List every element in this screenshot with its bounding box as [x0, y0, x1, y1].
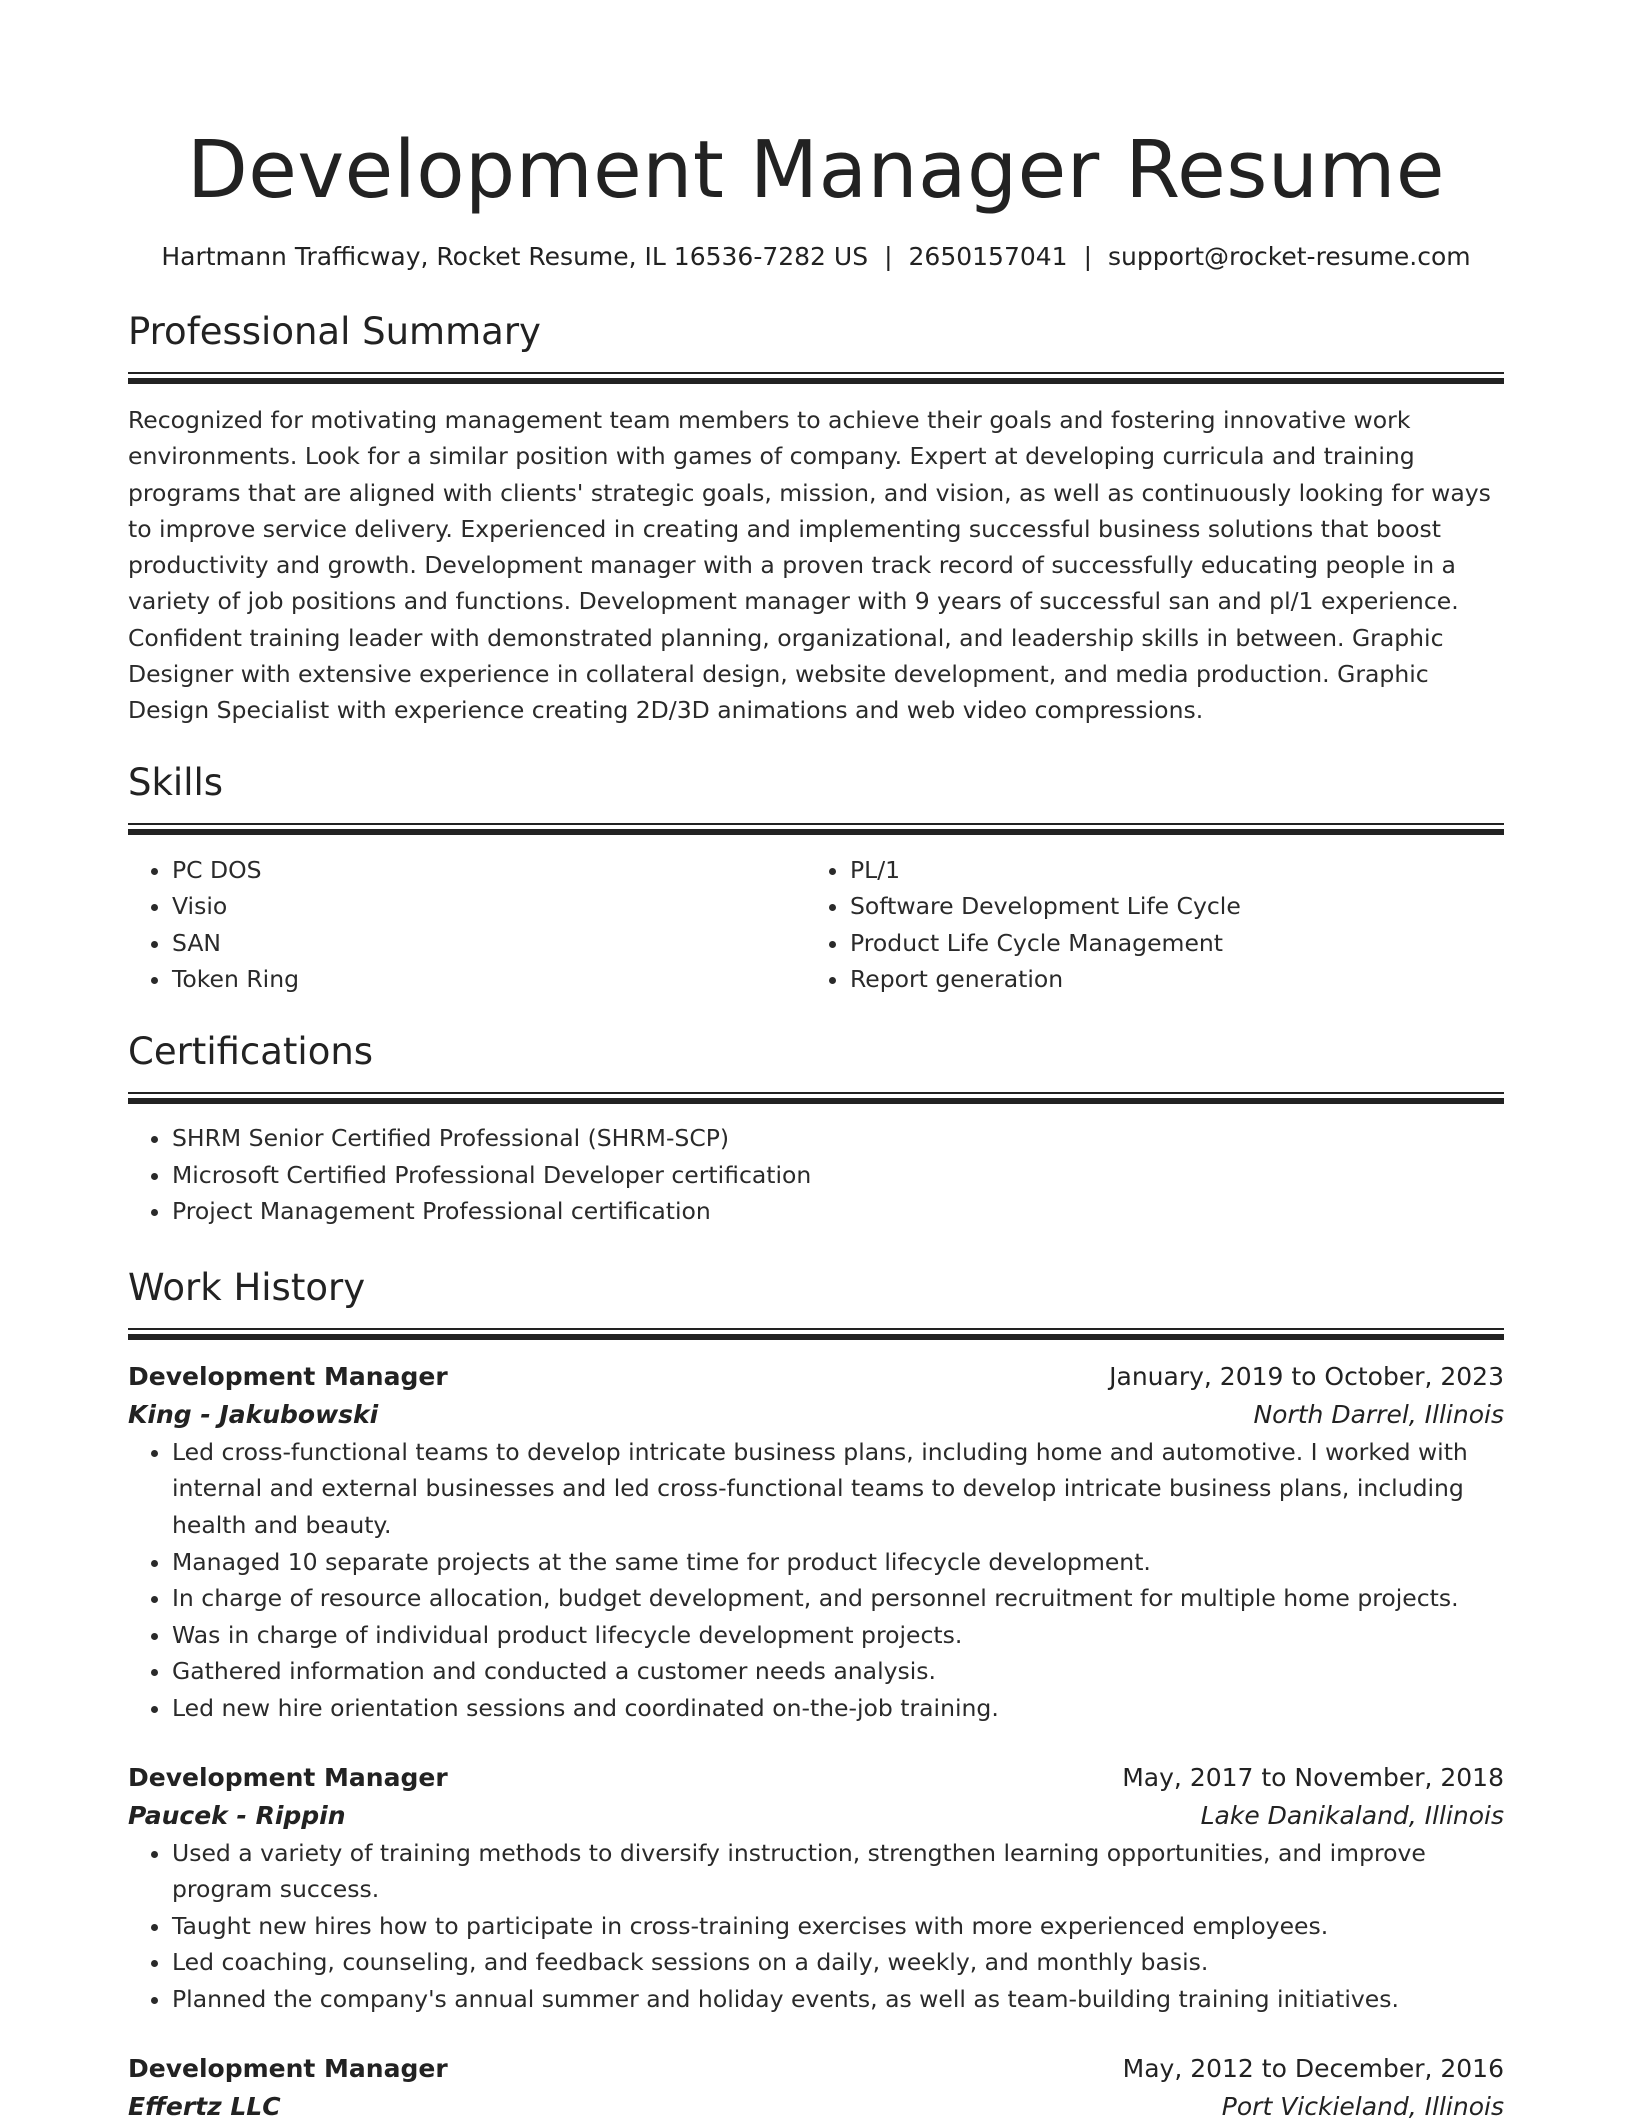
skills-grid — [128, 852, 1504, 998]
job-location: Port Vickieland, Illinois — [1221, 2091, 1504, 2121]
job-bullet: • Led cross-functional teams to develop intricate business plans, including home and automotive. I worked with internal and external businesses and led cross-functional teams to develop intricate business plans, including health and beauty. — [172, 1434, 1504, 1544]
job-bullet: • Planned the company's annual summer and holiday events, as well as team-building training initiatives. — [172, 1981, 1504, 2018]
job-entry — [128, 2050, 1504, 2126]
resume-page — [128, 0, 1504, 2126]
contact-address: Hartmann Trafficway, Rocket Resume, IL 16536-7282 US — [161, 242, 869, 271]
skill-item: • SAN — [172, 925, 806, 962]
job-title: Development Manager — [128, 2053, 448, 2083]
job-bullet: • Managed 10 separate projects at the same time for product lifecycle development. — [172, 1544, 1504, 1581]
work-history-heading: Work History — [128, 1265, 366, 1309]
section-divider — [128, 372, 1504, 384]
skill-item: • Report generation — [850, 961, 1484, 998]
skill-item: • Token Ring — [172, 961, 806, 998]
contact-phone: 2650157041 — [908, 242, 1068, 271]
job-bullets — [128, 1835, 1504, 2018]
job-title: Development Manager — [128, 1361, 448, 1391]
summary-text: Recognized for motivating management team members to achieve their goals and fostering innovative work environments. Look for a similar position with games of company. Expert at developing curricula and training programs that are aligned with clients' strategic goals, mission, and vision, as well as continuously looking for ways to improve service delivery. Experienced in creating and implementing successful business solutions that boost productivity and growth. Development manager with a proven track record of successfully educating people in a variety of job positions and functions. Development manager with 9 years of successful san and pl/1 experience. Confident training leader with demonstrated planning, organizational, and leadership skills in between. Graphic Designer with extensive experience in collateral design, website development, and media production. Graphic Design Specialist with experience creating 2D/3D animations and web video compressions. — [128, 406, 1491, 725]
job-header — [128, 1358, 1504, 1396]
job-header — [128, 1759, 1504, 1797]
contact-separator: | — [1083, 242, 1093, 271]
job-bullet: • In charge of resource allocation, budget development, and personnel recruitment for multiple home projects. — [172, 1580, 1504, 1617]
section-divider — [128, 1092, 1504, 1104]
job-bullet: • Gathered information and conducted a customer needs analysis. — [172, 1653, 1504, 1690]
resume-title: Development Manager Resume — [186, 124, 1446, 216]
work-history-section — [128, 1264, 1504, 2126]
skill-item: • Product Life Cycle Management — [850, 925, 1484, 962]
job-location: North Darrel, Illinois — [1253, 1399, 1504, 1429]
skill-item: • Software Development Life Cycle — [850, 888, 1484, 925]
section-divider — [128, 823, 1504, 835]
skills-heading: Skills — [128, 760, 224, 804]
skills-list-right — [806, 852, 1484, 998]
job-bullet: • Used a variety of training methods to diversify instruction, strengthen learning opportunities, and improve program success. — [172, 1835, 1504, 1908]
contact-email: support@rocket-resume.com — [1108, 242, 1471, 271]
job-subheader — [128, 2088, 1504, 2126]
certification-item: • SHRM Senior Certified Professional (SHRM-SCP) — [172, 1120, 1504, 1157]
certification-item: • Project Management Professional certification — [172, 1193, 1504, 1230]
skills-column-left — [128, 852, 806, 998]
job-dates: January, 2019 to October, 2023 — [1109, 1361, 1504, 1391]
job-bullet: • Led new hire orientation sessions and coordinated on-the-job training. — [172, 1690, 1504, 1727]
job-company: Paucek - Rippin — [128, 1800, 346, 1830]
job-subheader — [128, 1797, 1504, 1835]
job-entry — [128, 1759, 1504, 2018]
job-company: Effertz LLC — [128, 2091, 281, 2121]
job-entry — [128, 1358, 1504, 1727]
job-company: King - Jakubowski — [128, 1399, 379, 1429]
job-title: Development Manager — [128, 1762, 448, 1792]
skills-section — [128, 759, 1504, 998]
job-bullet: • Led coaching, counseling, and feedback sessions on a daily, weekly, and monthly basis. — [172, 1944, 1504, 1981]
job-dates: May, 2017 to November, 2018 — [1122, 1762, 1504, 1792]
summary-section — [128, 308, 1504, 729]
job-header — [128, 2050, 1504, 2088]
skill-item: • Visio — [172, 888, 806, 925]
summary-heading: Professional Summary — [128, 310, 541, 353]
job-dates: May, 2012 to December, 2016 — [1122, 2053, 1504, 2083]
job-bullet: • Taught new hires how to participate in cross-training exercises with more experienced employees. — [172, 1908, 1504, 1945]
certifications-heading: Certifications — [128, 1030, 374, 1074]
skills-list-left — [128, 852, 806, 998]
certifications-section — [128, 1028, 1504, 1230]
job-bullets — [128, 1434, 1504, 1727]
skill-item: • PL/1 — [850, 852, 1484, 889]
skills-column-right — [806, 852, 1484, 998]
certification-item: • Microsoft Certified Professional Developer certification — [172, 1157, 1504, 1194]
job-bullet: • Was in charge of individual product lifecycle development projects. — [172, 1617, 1504, 1654]
contact-separator: | — [884, 242, 893, 271]
contact-line — [128, 239, 1504, 275]
job-subheader — [128, 1396, 1504, 1434]
job-location: Lake Danikaland, Illinois — [1200, 1800, 1504, 1830]
section-divider — [128, 1328, 1504, 1340]
certifications-list — [128, 1120, 1504, 1230]
skill-item: • PC DOS — [172, 852, 806, 889]
